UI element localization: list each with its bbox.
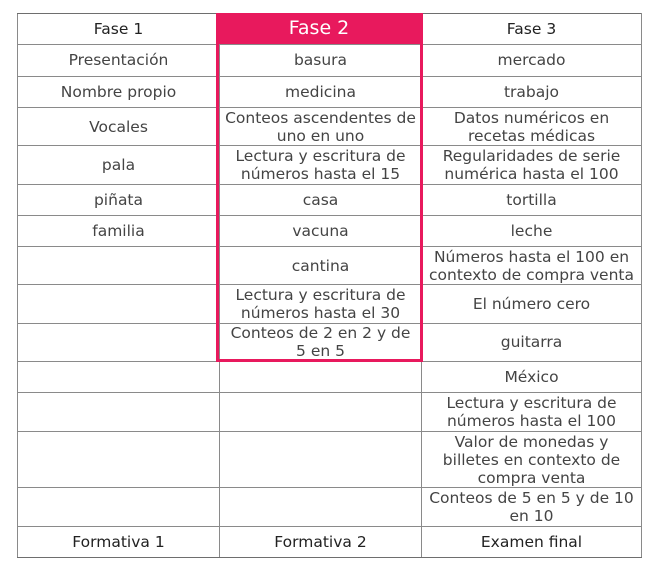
- cell-fase-3: [422, 45, 642, 76]
- cell-fase-2: [220, 215, 422, 246]
- cell-text: guitarra: [500, 333, 563, 352]
- table-row: [18, 76, 642, 107]
- footer-fase-1: Formativa 1: [18, 526, 220, 557]
- cell-fase-2: [220, 285, 422, 323]
- cell-fase-2: [220, 431, 422, 488]
- cell-text: Números hasta el 100 en contexto de compra venta: [429, 247, 634, 284]
- table-row: [18, 362, 642, 393]
- cell-text: tortilla: [506, 190, 557, 209]
- cell-text: El número cero: [472, 295, 591, 314]
- cell-text: pala: [101, 155, 136, 174]
- cell-fase-3: [422, 247, 642, 285]
- cell-fase-1: [18, 76, 220, 107]
- table-row: [18, 488, 642, 526]
- cell-fase-1: [18, 362, 220, 393]
- cell-fase-3: [422, 393, 642, 431]
- cell-fase-3: [422, 215, 642, 246]
- cell-text: Datos numéricos en recetas médicas: [453, 108, 610, 145]
- cell-text: Lectura y escritura de números hasta el 100: [446, 394, 617, 431]
- cell-text: México: [504, 368, 559, 387]
- cell-text: vacuna: [292, 221, 349, 240]
- cell-fase-2: [220, 76, 422, 107]
- cell-text: familia: [92, 221, 145, 240]
- cell-text: Regularidades de serie numérica hasta el 100: [442, 146, 621, 183]
- table-body: [18, 14, 642, 558]
- cell-text: Vocales: [89, 117, 148, 136]
- cell-fase-1: [18, 285, 220, 323]
- table-row: [18, 393, 642, 431]
- cell-fase-2: [220, 184, 422, 215]
- table-row: [18, 215, 642, 246]
- cell-fase-2: [220, 247, 422, 285]
- cell-fase-3: [422, 146, 642, 184]
- cell-fase-1: [18, 323, 220, 361]
- table-row: [18, 247, 642, 285]
- table-row: [18, 107, 642, 145]
- cell-fase-2: [220, 488, 422, 526]
- cell-fase-1: [18, 247, 220, 285]
- cell-text: leche: [510, 221, 553, 240]
- cell-fase-1: [18, 107, 220, 145]
- cell-fase-1: [18, 45, 220, 76]
- table-row: [18, 45, 642, 76]
- cell-fase-3: [422, 76, 642, 107]
- cell-fase-3: [422, 323, 642, 361]
- table-row: [18, 285, 642, 323]
- footer-fase-3: Examen final: [422, 526, 642, 557]
- cell-fase-1: [18, 431, 220, 488]
- cell-text: mercado: [497, 51, 566, 70]
- cell-text: Conteos de 5 en 5 y de 10 en 10: [429, 488, 634, 525]
- cell-text: cantina: [291, 256, 350, 275]
- cell-fase-3: [422, 184, 642, 215]
- table-row: [18, 184, 642, 215]
- cell-text: Presentación: [68, 51, 169, 70]
- cell-fase-1: [18, 184, 220, 215]
- cell-fase-1: [18, 215, 220, 246]
- cell-fase-2: [220, 107, 422, 145]
- cell-text: casa: [302, 190, 339, 209]
- cell-text: Valor de monedas y billetes en contexto de compra venta: [442, 432, 621, 487]
- cell-text: Conteos ascendentes de uno en uno: [225, 108, 416, 145]
- cell-fase-3: [422, 431, 642, 488]
- cell-fase-3: [422, 285, 642, 323]
- cell-fase-2: [220, 146, 422, 184]
- study-plan-table: [17, 13, 642, 558]
- table-row: [18, 431, 642, 488]
- cell-fase-2: [220, 393, 422, 431]
- cell-text: medicina: [285, 82, 356, 101]
- footer-row: [18, 526, 642, 557]
- header-fase-3: Fase 3: [422, 14, 642, 45]
- footer-fase-2: Formativa 2: [220, 526, 422, 557]
- cell-text: Lectura y escritura de números hasta el 30: [235, 286, 406, 323]
- cell-fase-3: [422, 488, 642, 526]
- cell-fase-2: [220, 323, 422, 361]
- cell-fase-3: [422, 107, 642, 145]
- cell-fase-1: [18, 488, 220, 526]
- cell-fase-3: [422, 362, 642, 393]
- cell-fase-1: [18, 146, 220, 184]
- cell-text: Nombre propio: [60, 82, 177, 101]
- cell-text: piñata: [93, 190, 144, 209]
- cell-fase-2: [220, 45, 422, 76]
- header-fase-1: Fase 1: [18, 14, 220, 45]
- header-fase-2: Fase 2: [216, 13, 422, 44]
- table-row: [18, 323, 642, 361]
- cell-text: Lectura y escritura de números hasta el 15: [235, 146, 406, 183]
- cell-fase-2: [220, 362, 422, 393]
- cell-fase-1: [18, 393, 220, 431]
- cell-text: Conteos de 2 en 2 y de 5 en 5: [230, 324, 411, 361]
- cell-text: basura: [293, 51, 348, 70]
- table-row: [18, 146, 642, 184]
- cell-text: trabajo: [503, 82, 560, 101]
